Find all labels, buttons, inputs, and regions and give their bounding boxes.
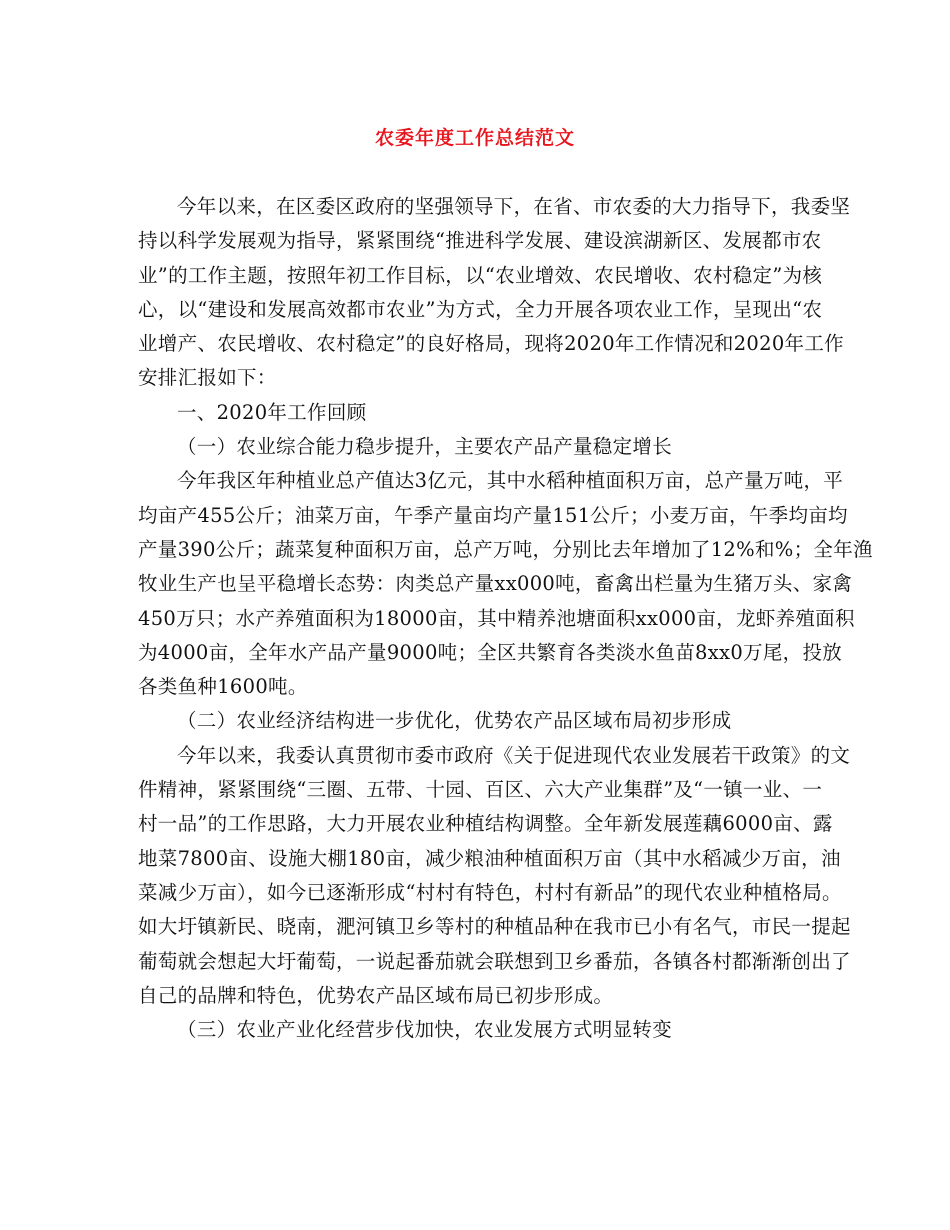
paragraph-line: 各类鱼种1600吨。 <box>138 675 308 699</box>
paragraph-line: 件精神，紧紧围绕“三圈、五带、十园、百区、六大产业集群”及“一镇一业、一 <box>138 778 823 802</box>
paragraph-line: 为4000亩，全年水产品产量9000吨；全区共繁育各类淡水鱼苗8xx0万尾，投放 <box>138 640 843 664</box>
paragraph-line: 自己的品牌和特色，优势农产品区域布局已初步形成。 <box>138 983 614 1007</box>
paragraph-line: 450万只；水产养殖面积为18000亩，其中精养池塘面积xx000亩，龙虾养殖面积 <box>138 606 855 630</box>
paragraph-line: 持以科学发展观为指导，紧紧围绕“推进科学发展、建设滨湖新区、发展都市农 <box>138 229 822 253</box>
subsection-heading: （一）农业综合能力稳步提升，主要农产品产量稳定增长 <box>177 435 673 459</box>
paragraph-line: 今年以来，我委认真贯彻市委市政府《关于促进现代农业发展若干政策》的文 <box>177 743 851 767</box>
document-title: 农委年度工作总结范文 <box>374 127 575 149</box>
paragraph-line: 产量390公斤；蔬菜复种面积万亩，总产万吨，分别比去年增加了12%和%；全年渔 <box>138 537 873 561</box>
paragraph-line: 安排汇报如下： <box>138 366 277 390</box>
paragraph-line: 均亩产455公斤；油菜万亩，午季产量亩均产量151公斤；小麦万亩，午季均亩均 <box>138 503 848 527</box>
paragraph-line: 今年以来，在区委区政府的坚强领导下，在省、市农委的大力指导下，我委坚 <box>177 195 851 218</box>
subsection-heading: （三）农业产业化经营步伐加快，农业发展方式明显转变 <box>177 1018 673 1042</box>
subsection-heading: （二）农业经济结构进一步优化，优势农产品区域布局初步形成 <box>177 709 732 733</box>
paragraph-line: 今年我区年种植业总产值达3亿元，其中水稻种植面积万亩，总产量万吨，平 <box>177 469 844 493</box>
paragraph-line: 业增产、农民增收、农村稳定”的良好格局，现将2020年工作情况和2020年工作 <box>138 332 844 356</box>
paragraph-line: 心，以“建设和发展高效都市农业”为方式，全力开展各项农业工作，呈现出“农 <box>138 297 823 321</box>
paragraph-line: 葡萄就会想起大圩葡萄，一说起番茄就会联想到卫乡番茄，各镇各村都渐渐创出了 <box>138 949 851 973</box>
paragraph-line: 菜减少万亩），如今已逐渐形成“村村有特色，村村有新品”的现代农业种植格局。 <box>138 880 842 904</box>
paragraph-line: 牧业生产也呈平稳增长态势：肉类总产量xx000吨，畜禽出栏量为生猪万头、家禽 <box>138 572 853 596</box>
paragraph-line: 业”的工作主题，按照年初工作目标，以“农业增效、农民增收、农村稳定”为核 <box>138 263 823 287</box>
document-body <box>138 190 873 1047</box>
paragraph-line: 如大圩镇新民、晓南，淝河镇卫乡等村的种植品种在我市已小有名气，市民一提起 <box>138 915 851 939</box>
paragraph-line: 地菜7800亩、设施大棚180亩，减少粮油种植面积万亩（其中水稻减少万亩，油 <box>138 846 841 870</box>
paragraph-line: 村一品”的工作思路，大力开展农业种植结构调整。全年新发展莲藕6000亩、露 <box>138 812 833 836</box>
section-heading: 一、2020年工作回顾 <box>177 400 367 424</box>
